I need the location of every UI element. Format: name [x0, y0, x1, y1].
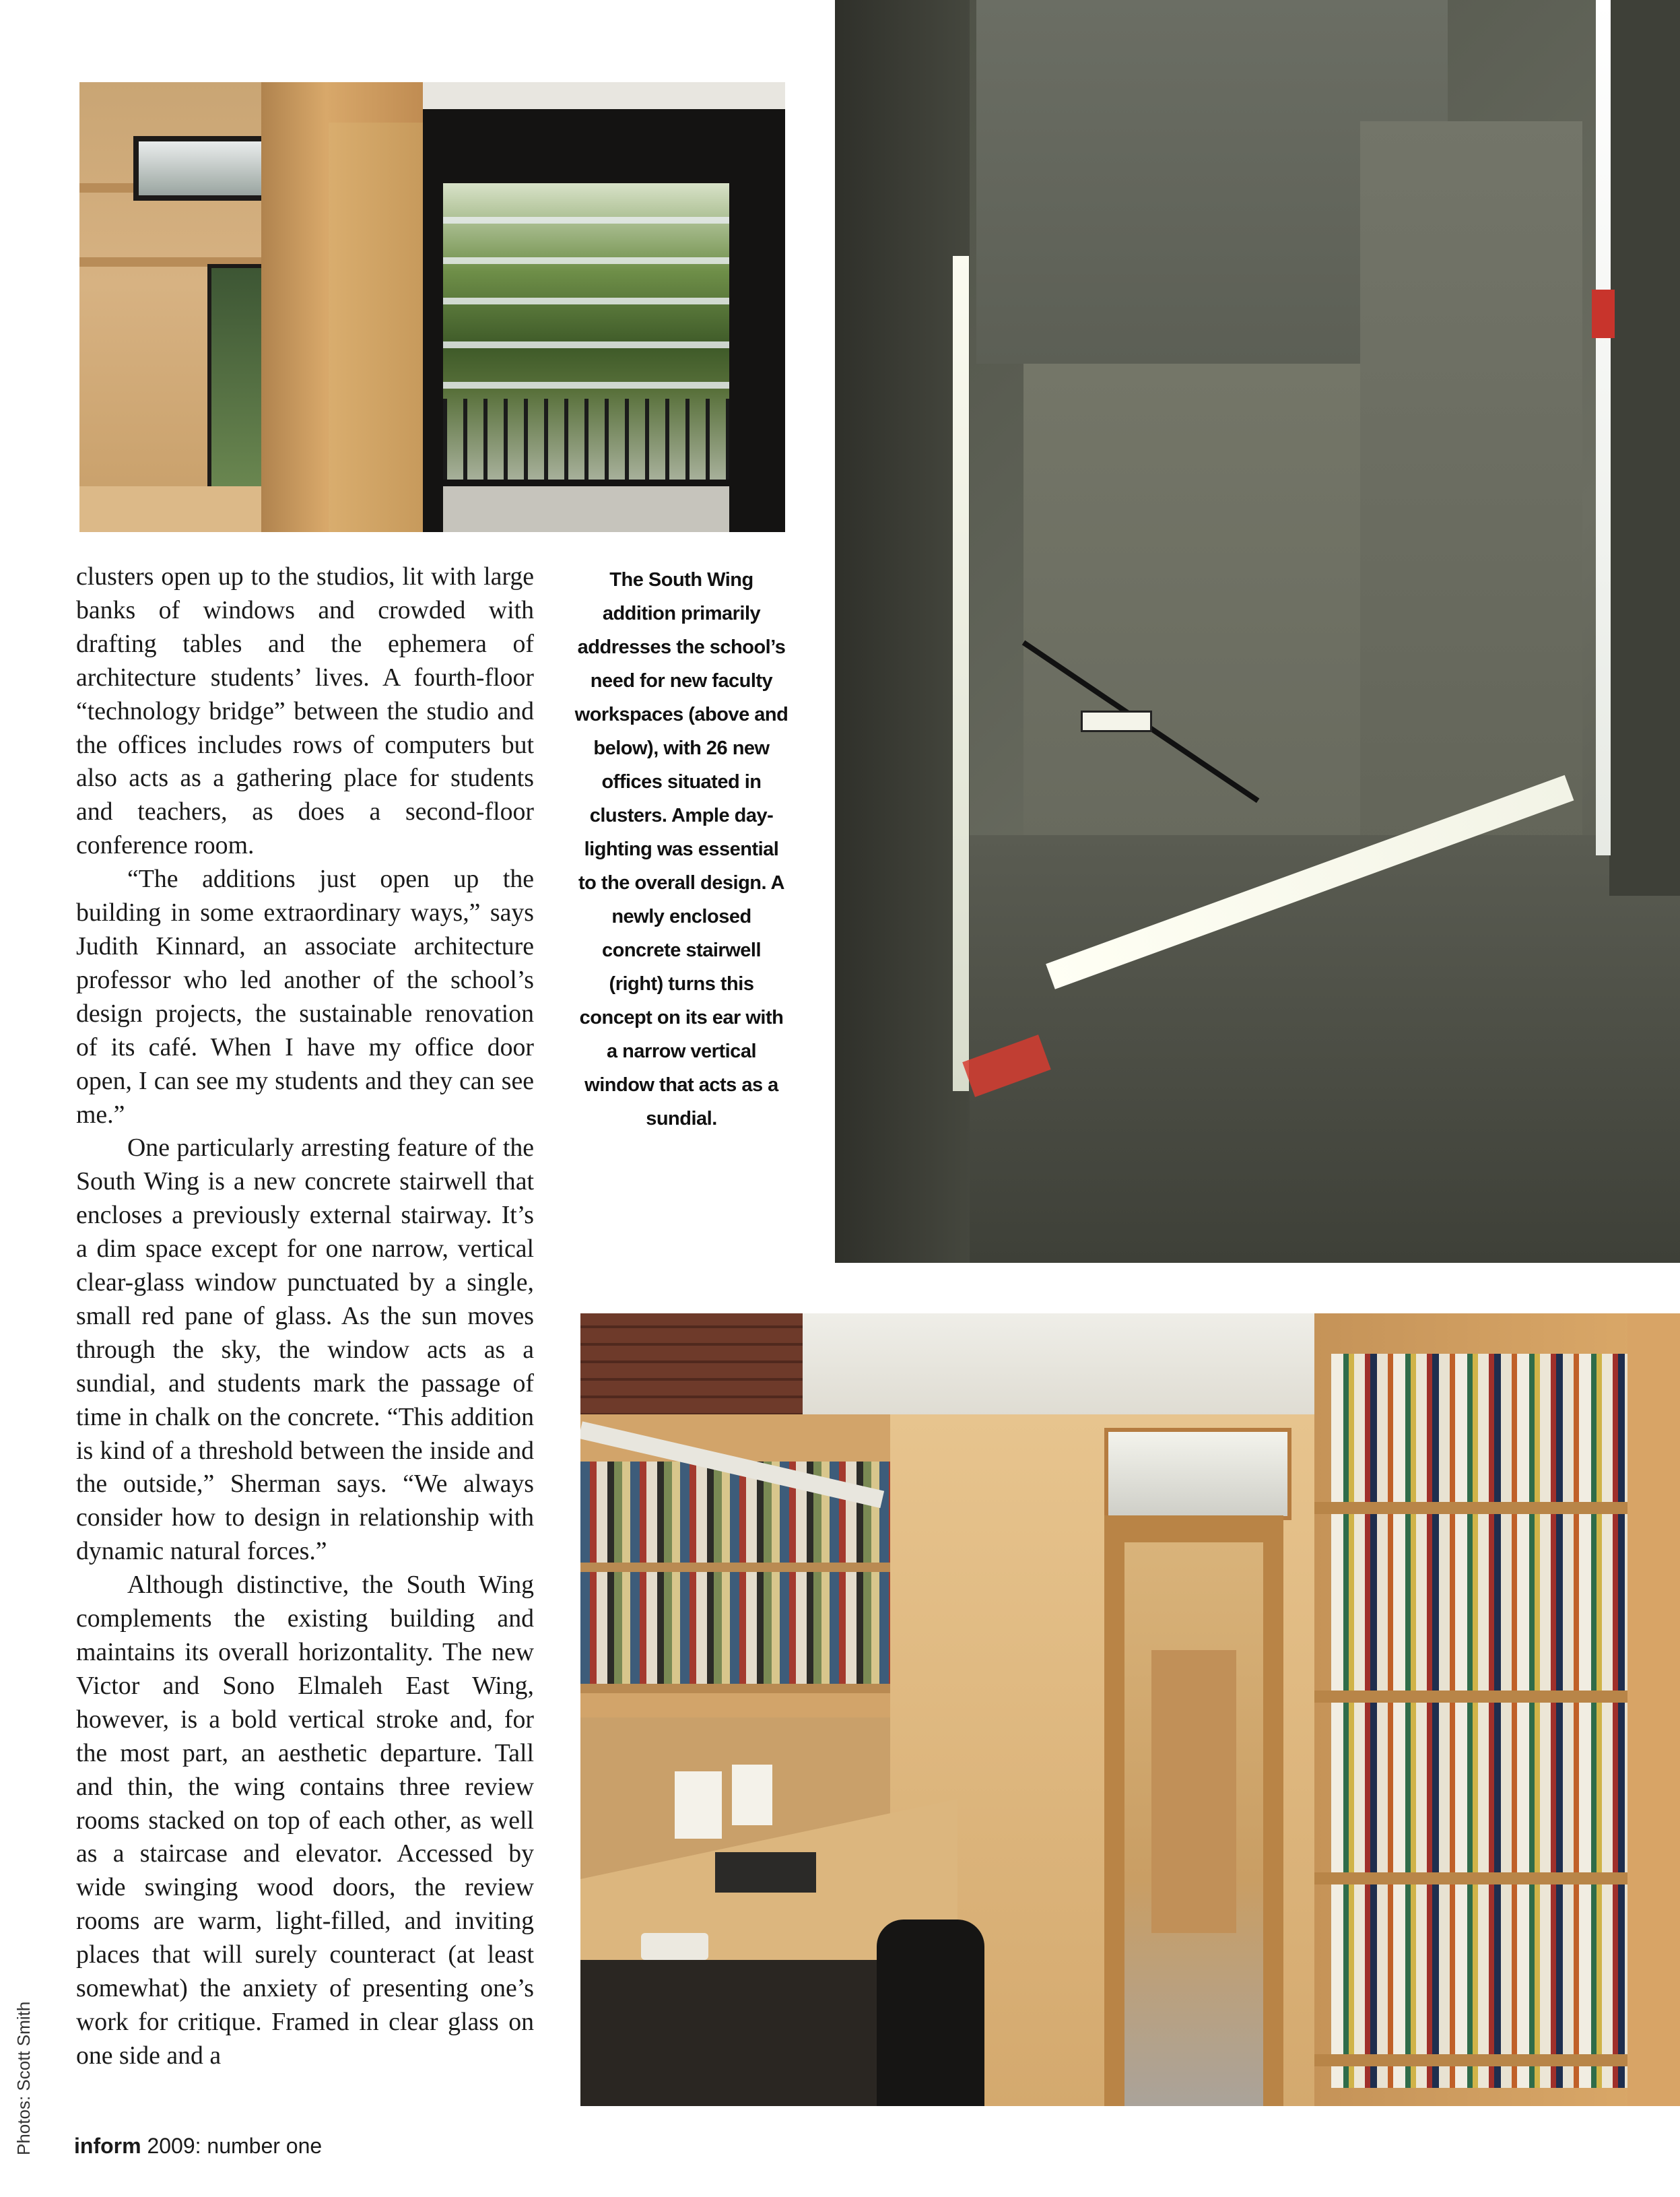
magazine-name: inform [74, 2134, 141, 2158]
body-paragraph-3: One particularly arresting feature of the South Wing is a new concrete stairwell that encloses a previously external stairway. It’s a dim space except for one narrow, vertical clear-glass window punctuated by a single, small red pane of glass. As the sun moves through the sky, the window acts as a sundial, and students mark the passage of time in chalk on the concrete. “This addition is kind of a threshold between the inside and the outside,” Sherman says. “We always consider how to design in relationship with dynamic natural forces.” [76, 1134, 534, 1566]
page-footer [74, 2134, 322, 2159]
photo-bookshelves [580, 1313, 1680, 2106]
photo-credit: Photos: Scott Smith [13, 2001, 34, 2155]
photo-stairwell [835, 0, 1680, 1263]
body-paragraph-2: “The additions just open up the building in some extraordinary ways,” says Judith Kinnard, an associate architecture professor who led another of the school’s design projects, the sustainable renovation of its café. When I have my office door open, I can see my students and they can see me.” [76, 865, 534, 1129]
issue-label: 2009: number one [147, 2134, 323, 2158]
body-paragraph-4: Although distinctive, the South Wing complements the existing building and maintains its overall horizontality. The new Victor and Sono Elmaleh East Wing, however, is a bold vertical stroke and, for the most part, an aesthetic departure. Tall and thin, the wing contains three review rooms stacked on top of each other, as well as a staircase and elevator. Accessed by wide swinging wood doors, the review rooms are warm, light-filled, and inviting places that will surely counteract (at least somewhat) the anxiety of presenting one’s work for critique. Framed in clear glass on one side and a [76, 1571, 534, 2070]
photo-office-window [79, 82, 785, 532]
body-paragraph-1: clusters open up to the studios, lit with large banks of windows and crowded with drafting tables and the ephemera of architecture students’ lives. A fourth-floor “technology bridge” between the studio and the offices includes rows of computers but also acts as a gathering place for students and teachers, as does a second-floor conference room. [76, 562, 534, 860]
photo-caption: The South Wing addition primarily addresses the school’s need for new faculty workspaces (above and below), with 26 new offices situated in clusters. Ample day-lighting was essential to the overall design. A newly enclosed concrete stairwell (right) turns this concept on its ear with a narrow vertical window that acts as a sundial. [574, 569, 788, 1129]
article-body [76, 560, 534, 2073]
